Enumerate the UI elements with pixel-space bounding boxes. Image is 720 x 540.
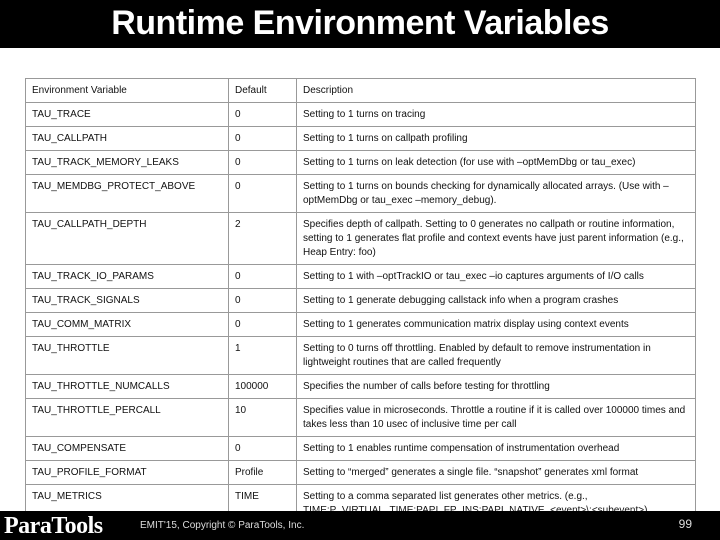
description-cell: Setting to 1 turns on bounds checking for dynamically allocated arrays. (Use with –optMemDbg or tau_exec –memory_debug).: [297, 175, 696, 213]
variable-name-cell: TAU_CALLPATH_DEPTH: [26, 213, 229, 265]
footer-bar: [0, 511, 720, 540]
header-default: Default: [229, 79, 297, 103]
table-row: [26, 337, 696, 375]
description-cell: Setting to 1 turns on tracing: [297, 103, 696, 127]
default-value-cell: 0: [229, 151, 297, 175]
variable-name-cell: TAU_TRACK_IO_PARAMS: [26, 265, 229, 289]
default-value-cell: 10: [229, 399, 297, 437]
variable-name-cell: TAU_TRACK_SIGNALS: [26, 289, 229, 313]
table-row: [26, 313, 696, 337]
description-cell: Setting to 1 turns on leak detection (for use with –optMemDbg or tau_exec): [297, 151, 696, 175]
description-cell: Specifies value in microseconds. Throttle a routine if it is called over 100000 times and takes less than 10 usec of inclusive time per call: [297, 399, 696, 437]
page-number: 99: [678, 517, 692, 531]
variable-name-cell: TAU_MEMDBG_PROTECT_ABOVE: [26, 175, 229, 213]
variable-name-cell: TAU_COMPENSATE: [26, 437, 229, 461]
variable-name-cell: TAU_THROTTLE_NUMCALLS: [26, 375, 229, 399]
default-value-cell: 100000: [229, 375, 297, 399]
title-bar: [0, 0, 720, 48]
table-row: [26, 103, 696, 127]
variable-name-cell: TAU_CALLPATH: [26, 127, 229, 151]
table-row: [26, 437, 696, 461]
header-environment-variable: Environment Variable: [26, 79, 229, 103]
variable-name-cell: TAU_THROTTLE_PERCALL: [26, 399, 229, 437]
default-value-cell: 0: [229, 289, 297, 313]
table-row: [26, 213, 696, 265]
table-row: [26, 461, 696, 485]
default-value-cell: 2: [229, 213, 297, 265]
variable-name-cell: TAU_COMM_MATRIX: [26, 313, 229, 337]
table-row: [26, 265, 696, 289]
description-cell: Setting to a comma separated list generates other metrics. (e.g.,: [297, 485, 696, 523]
variable-name-cell: TAU_THROTTLE: [26, 337, 229, 375]
table-header-row: [26, 79, 696, 103]
description-cell: Setting to 1 turns on callpath profiling: [297, 127, 696, 151]
default-value-cell: 0: [229, 437, 297, 461]
default-value-cell: 0: [229, 175, 297, 213]
slide-title: Runtime Environment Variables: [111, 4, 609, 42]
description-cell: Setting to 1 generates communication matrix display using context events: [297, 313, 696, 337]
default-value-cell: Profile: [229, 461, 297, 485]
default-value-cell: TIME: [229, 485, 297, 523]
variable-name-cell: TAU_PROFILE_FORMAT: [26, 461, 229, 485]
default-value-cell: 0: [229, 127, 297, 151]
default-value-cell: 0: [229, 103, 297, 127]
default-value-cell: 1: [229, 337, 297, 375]
table-row: [26, 399, 696, 437]
table-row: [26, 127, 696, 151]
variable-name-cell: TAU_METRICS: [26, 485, 229, 523]
table-row: [26, 175, 696, 213]
env-variables-table: [25, 78, 696, 523]
default-value-cell: 0: [229, 265, 297, 289]
copyright-text: EMIT'15, Copyright © ParaTools, Inc.: [140, 520, 305, 531]
table-row: [26, 375, 696, 399]
table-row: [26, 289, 696, 313]
description-cell: Setting to 1 generate debugging callstack info when a program crashes: [297, 289, 696, 313]
table-row: [26, 151, 696, 175]
paratools-logo: ParaTools: [4, 513, 103, 539]
description-cell: Setting to 1 with –optTrackIO or tau_exec –io captures arguments of I/O calls: [297, 265, 696, 289]
variable-name-cell: TAU_TRACE: [26, 103, 229, 127]
description-cell: Specifies the number of calls before testing for throttling: [297, 375, 696, 399]
description-cell: Setting to “merged” generates a single file. “snapshot” generates xml format: [297, 461, 696, 485]
variable-name-cell: TAU_TRACK_MEMORY_LEAKS: [26, 151, 229, 175]
description-cell: Setting to 0 turns off throttling. Enabled by default to remove instrumentation in lightweight routines that are called frequently: [297, 337, 696, 375]
header-description: Description: [297, 79, 696, 103]
description-cell: Specifies depth of callpath. Setting to 0 generates no callpath or routine information, setting to 1 generates flat profile and context events have just parent information (e.g., Heap Entry: foo): [297, 213, 696, 265]
default-value-cell: 0: [229, 313, 297, 337]
description-cell: Setting to 1 enables runtime compensation of instrumentation overhead: [297, 437, 696, 461]
